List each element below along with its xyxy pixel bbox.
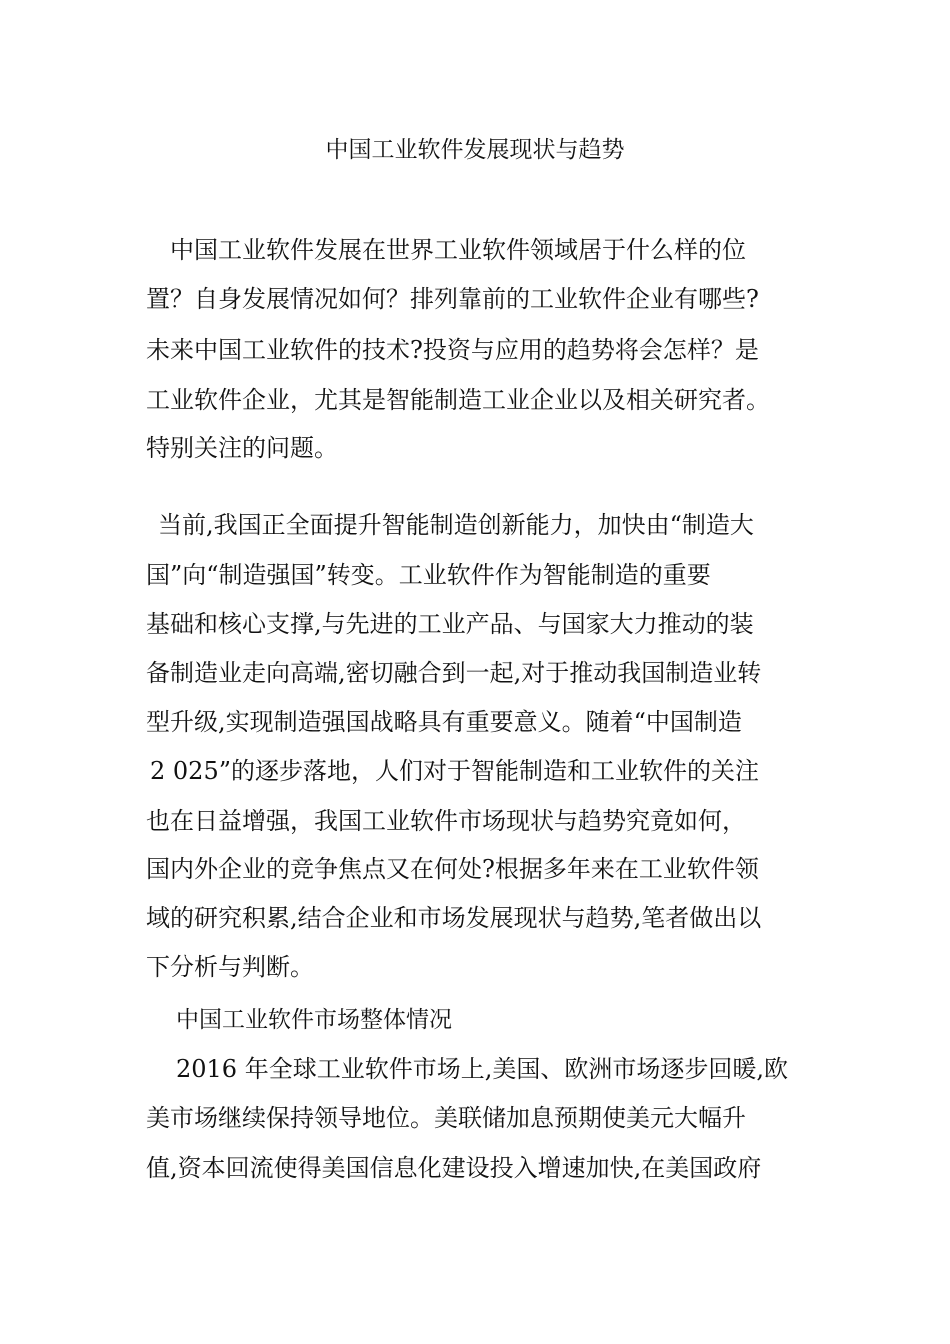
paragraph-2-line-1: 当前,我国正全面提升智能制造创新能力，加快由“制造大 [158, 511, 754, 539]
paragraph-1-line-5: 特别关注的问题。 [146, 434, 338, 462]
paragraph-2-line-8: 国内外企业的竞争焦点又在何处?根据多年来在工业软件领 [146, 855, 759, 883]
paragraph-2-line-6: 2 025”的逐步落地，人们对于智能制造和工业软件的关注 [150, 757, 759, 785]
section-heading: 中国工业软件市场整体情况 [176, 1007, 452, 1033]
paragraph-2-line-4: 备制造业走向高端,密切融合到一起,对于推动我国制造业转 [146, 659, 762, 687]
paragraph-1-line-1: 中国工业软件发展在世界工业软件领域居于什么样的位 [170, 236, 746, 264]
paragraph-2-line-2: 国”向“制造强国”转变。工业软件作为智能制造的重要 [146, 561, 711, 589]
paragraph-2-line-10: 下分析与判断。 [146, 953, 314, 981]
paragraph-2-line-7: 也在日益增强，我国工业软件市场现状与趋势究竟如何， [146, 807, 746, 835]
paragraph-1-line-2: 置？自身发展情况如何？排列靠前的工业软件企业有哪些? [146, 285, 759, 313]
paragraph-2-line-9: 域的研究积累,结合企业和市场发展现状与趋势,笔者做出以 [146, 904, 762, 932]
paragraph-1-line-3: 未来中国工业软件的技术?投资与应用的趋势将会怎样？是 [146, 336, 759, 364]
section-paragraph-line-2: 美市场继续保持领导地位。美联储加息预期使美元大幅升 [146, 1104, 746, 1132]
paragraph-1-line-4: 工业软件企业，尤其是智能制造工业企业以及相关研究者。 [146, 386, 770, 414]
section-paragraph-line-1: 2016 年全球工业软件市场上,美国、欧洲市场逐步回暖,欧 [176, 1055, 788, 1083]
section-paragraph-line-3: 值,资本回流使得美国信息化建设投入增速加快,在美国政府 [146, 1154, 762, 1182]
paragraph-2-line-3: 基础和核心支撑,与先进的工业产品、与国家大力推动的装 [146, 610, 754, 638]
paragraph-2-line-5: 型升级,实现制造强国战略具有重要意义。随着“中国制造 [146, 708, 742, 736]
document-title: 中国工业软件发展现状与趋势 [325, 137, 625, 163]
